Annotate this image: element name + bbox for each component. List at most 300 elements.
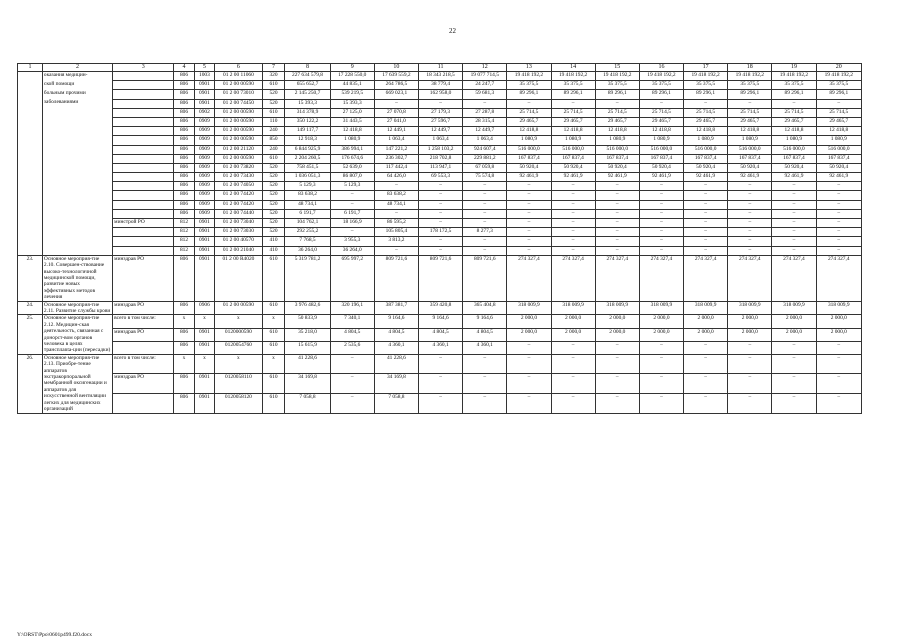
cell-c4: 812 — [174, 228, 194, 237]
cell-c6: 01 2 00 74420 — [215, 191, 263, 200]
cell-c13: – — [507, 200, 551, 209]
cell-c16: – — [639, 246, 683, 255]
column-number: 2 — [42, 64, 112, 72]
table-row — [18, 393, 862, 413]
cell-c12: 75 574,8 — [463, 173, 507, 182]
cell-c17: – — [684, 219, 728, 228]
cell-c16: – — [639, 341, 683, 354]
cell-c9: 27 125,0 — [330, 108, 374, 117]
cell-c9: 44 835,1 — [330, 81, 374, 90]
cell-c13: – — [507, 354, 551, 374]
cell-c9: 3 955,3 — [330, 237, 374, 246]
cell-c16: – — [639, 374, 683, 394]
cell-c3 — [113, 127, 174, 136]
cell-c19: – — [772, 354, 816, 374]
cell-c10: 147 221,2 — [374, 145, 418, 154]
cell-c12: – — [463, 99, 507, 108]
cell-c15: 25 714,5 — [595, 108, 639, 117]
cell-c8: 50 833,9 — [285, 315, 330, 328]
column-number: 8 — [285, 64, 330, 72]
cell-c4: x — [174, 354, 194, 374]
cell-c16: – — [639, 393, 683, 413]
cell-c18: 2 000,0 — [728, 328, 772, 341]
cell-c20: – — [816, 246, 861, 255]
cell-c12: 4 360,1 — [463, 341, 507, 354]
cell-c10: 86 595,2 — [374, 219, 418, 228]
column-number: 19 — [772, 64, 816, 72]
row-number: 24. — [18, 301, 43, 315]
cell-c12: – — [463, 246, 507, 255]
cell-c16: 1 080,9 — [639, 136, 683, 145]
cell-c11: – — [419, 237, 463, 246]
cell-c6: 01 2 00 73430 — [215, 173, 263, 182]
cell-c8: 149 117,7 — [285, 127, 330, 136]
cell-c17: 35 375,5 — [684, 81, 728, 90]
cell-c9: – — [330, 228, 374, 237]
cell-c6: x — [215, 354, 263, 374]
cell-c8: 314 378,9 — [285, 108, 330, 117]
cell-c10: 4 804,5 — [374, 328, 418, 341]
cell-c9: – — [330, 191, 374, 200]
cell-c12: – — [463, 237, 507, 246]
cell-c16: 516 000,0 — [639, 145, 683, 154]
cell-c19: – — [772, 182, 816, 191]
cell-c20: 92 461,9 — [816, 173, 861, 182]
cell-c10: 27 070,8 — [374, 108, 418, 117]
table-row — [18, 374, 862, 394]
cell-c3: минздрав РО — [113, 255, 174, 301]
cell-c4: 806 — [174, 200, 194, 209]
cell-c10: 387 381,7 — [374, 301, 418, 315]
cell-c10: 117 442,4 — [374, 163, 418, 172]
cell-c16: 19 418 192,2 — [639, 72, 683, 81]
cell-c7: 410 — [262, 237, 285, 246]
cell-c6: 0120058120 — [215, 393, 263, 413]
cell-c20: – — [816, 354, 861, 374]
cell-c19: 318 009,9 — [772, 301, 816, 315]
row-number — [18, 228, 43, 237]
measure-name — [42, 219, 112, 228]
measure-name — [42, 246, 112, 255]
row-number — [18, 237, 43, 246]
cell-c15: – — [595, 99, 639, 108]
cell-c20: – — [816, 219, 861, 228]
table-row — [18, 341, 862, 354]
cell-c9: 386 994,1 — [330, 145, 374, 154]
cell-c7: x — [262, 315, 285, 328]
cell-c10: 809 721,6 — [374, 255, 418, 301]
cell-c3 — [113, 163, 174, 172]
cell-c7: 240 — [262, 127, 285, 136]
cell-c17: 167 837,4 — [684, 154, 728, 163]
cell-c14: 167 837,4 — [551, 154, 595, 163]
cell-c10: 83 638,2 — [374, 191, 418, 200]
cell-c13: 2 000,0 — [507, 328, 551, 341]
cell-c17: – — [684, 209, 728, 218]
cell-c11: – — [419, 246, 463, 255]
cell-c4: x — [174, 315, 194, 328]
cell-c5: 0909 — [194, 117, 214, 126]
cell-c5: 0901 — [194, 393, 214, 413]
cell-c5: 0909 — [194, 163, 214, 172]
column-number: 15 — [595, 64, 639, 72]
cell-c9: 539 219,5 — [330, 90, 374, 99]
cell-c7: 610 — [262, 81, 285, 90]
cell-c19: – — [772, 374, 816, 394]
cell-c7: 850 — [262, 136, 285, 145]
cell-c10: 34 169,8 — [374, 374, 418, 394]
cell-c13: 1 080,9 — [507, 136, 551, 145]
cell-c4: 806 — [174, 81, 194, 90]
cell-c16: 25 714,5 — [639, 108, 683, 117]
cell-c18: 50 920,4 — [728, 163, 772, 172]
cell-c20: – — [816, 341, 861, 354]
cell-c20: – — [816, 237, 861, 246]
cell-c11: 809 721,6 — [419, 255, 463, 301]
row-number — [18, 209, 43, 218]
cell-c10: – — [374, 246, 418, 255]
cell-c8: 34 169,8 — [285, 374, 330, 394]
cell-c12: 229 881,2 — [463, 154, 507, 163]
cell-c20: – — [816, 393, 861, 413]
measure-name — [42, 127, 112, 136]
cell-c3 — [113, 182, 174, 191]
cell-c7: 520 — [262, 182, 285, 191]
cell-c7: 320 — [262, 72, 285, 81]
table-row — [18, 209, 862, 218]
cell-c9: 86 807,0 — [330, 173, 374, 182]
cell-c3 — [113, 246, 174, 255]
cell-c19: 274 327,4 — [772, 255, 816, 301]
table-row — [18, 154, 862, 163]
cell-c4: 806 — [174, 117, 194, 126]
cell-c7: 520 — [262, 209, 285, 218]
cell-c13: – — [507, 237, 551, 246]
cell-c5: 0901 — [194, 374, 214, 394]
cell-c16: – — [639, 354, 683, 374]
cell-c15: 12 418,8 — [595, 127, 639, 136]
cell-c6: 01 2 00 73040 — [215, 219, 263, 228]
cell-c8: 35 218,0 — [285, 328, 330, 341]
cell-c15: 2 000,0 — [595, 328, 639, 341]
column-number: 12 — [463, 64, 507, 72]
column-number: 10 — [374, 64, 418, 72]
cell-c11: 18 343 218,5 — [419, 72, 463, 81]
cell-c8: 6 191,7 — [285, 209, 330, 218]
cell-c17: 274 327,4 — [684, 255, 728, 301]
measure-name: заболеваниями — [42, 99, 112, 108]
cell-c11: – — [419, 99, 463, 108]
cell-c8: 104 762,1 — [285, 219, 330, 228]
cell-c4: 812 — [174, 246, 194, 255]
cell-c14: 2 000,0 — [551, 328, 595, 341]
cell-c5: 0909 — [194, 200, 214, 209]
cell-c14: 19 418 192,2 — [551, 72, 595, 81]
cell-c15: – — [595, 246, 639, 255]
cell-c5: 0909 — [194, 173, 214, 182]
cell-c16: 29 465,7 — [639, 117, 683, 126]
cell-c7: 520 — [262, 163, 285, 172]
cell-c20: 35 375,5 — [816, 81, 861, 90]
cell-c20: 318 009,9 — [816, 301, 861, 315]
cell-c5: 0909 — [194, 182, 214, 191]
cell-c3 — [113, 191, 174, 200]
cell-c13: 50 920,4 — [507, 163, 551, 172]
cell-c8: 15 393,3 — [285, 99, 330, 108]
cell-c5: 0901 — [194, 246, 214, 255]
column-number: 16 — [639, 64, 683, 72]
cell-c6: x — [215, 315, 263, 328]
cell-c11: 359 420,8 — [419, 301, 463, 315]
cell-c11: – — [419, 219, 463, 228]
cell-c6: 01 2 00 00590 — [215, 117, 263, 126]
cell-c6: 01 2 00 73030 — [215, 228, 263, 237]
cell-c19: 167 837,4 — [772, 154, 816, 163]
cell-c18: – — [728, 219, 772, 228]
cell-c7: 610 — [262, 341, 285, 354]
cell-c14: 274 327,4 — [551, 255, 595, 301]
cell-c20: – — [816, 200, 861, 209]
cell-c6: 01 2 00 74050 — [215, 182, 263, 191]
cell-c7: 520 — [262, 219, 285, 228]
measure-name: Основное мероприя-тие 2.12. Медицин-ская деятельность, связанная с донорст-вом органов человека в целях трансплanta-ции (пересадки) — [42, 315, 112, 354]
cell-c18: 318 009,9 — [728, 301, 772, 315]
cell-c13: – — [507, 99, 551, 108]
measure-name — [42, 209, 112, 218]
cell-c4: 806 — [174, 341, 194, 354]
cell-c9: – — [330, 200, 374, 209]
cell-c11: – — [419, 200, 463, 209]
row-number — [18, 191, 43, 200]
cell-c10: 17 639 559,2 — [374, 72, 418, 81]
cell-c15: – — [595, 393, 639, 413]
cell-c9: 7 340,1 — [330, 315, 374, 328]
cell-c13: 274 327,4 — [507, 255, 551, 301]
cell-c19: – — [772, 219, 816, 228]
cell-c14: 318 009,9 — [551, 301, 595, 315]
column-number: 9 — [330, 64, 374, 72]
cell-c14: 516 000,0 — [551, 145, 595, 154]
cell-c17: – — [684, 393, 728, 413]
row-number — [18, 219, 43, 228]
column-number: 20 — [816, 64, 861, 72]
cell-c7: 610 — [262, 108, 285, 117]
cell-c13: – — [507, 182, 551, 191]
cell-c15: 318 009,9 — [595, 301, 639, 315]
cell-c3: минздрав РО — [113, 301, 174, 315]
cell-c15: – — [595, 341, 639, 354]
cell-c5: 0901 — [194, 81, 214, 90]
table-row — [18, 191, 862, 200]
cell-c17: 318 009,9 — [684, 301, 728, 315]
cell-c5: 0901 — [194, 255, 214, 301]
cell-c17: 92 461,9 — [684, 173, 728, 182]
row-number — [18, 136, 43, 145]
cell-c10: 3 813,2 — [374, 237, 418, 246]
cell-c18: – — [728, 246, 772, 255]
cell-c8: 12 918,3 — [285, 136, 330, 145]
cell-c14: – — [551, 374, 595, 394]
cell-c3 — [113, 393, 174, 413]
cell-c3 — [113, 108, 174, 117]
cell-c8: 655 652,7 — [285, 81, 330, 90]
cell-c9: 320 196,1 — [330, 301, 374, 315]
cell-c5: 1003 — [194, 72, 214, 81]
cell-c13: 29 465,7 — [507, 117, 551, 126]
cell-c3 — [113, 136, 174, 145]
cell-c11: 178 172,5 — [419, 228, 463, 237]
cell-c6: 01 2 00 74450 — [215, 99, 263, 108]
cell-c6: 01 2 00 00590 — [215, 127, 263, 136]
cell-c11: 162 958,0 — [419, 90, 463, 99]
measure-name — [42, 136, 112, 145]
cell-c12: 19 077 714,5 — [463, 72, 507, 81]
cell-c8: 7 768,5 — [285, 237, 330, 246]
cell-c6: 01 2 00 73820 — [215, 163, 263, 172]
cell-c19: – — [772, 209, 816, 218]
cell-c6: 01 2 00 73010 — [215, 90, 263, 99]
cell-c19: 29 465,7 — [772, 117, 816, 126]
cell-c13: 89 296,1 — [507, 90, 551, 99]
cell-c20: – — [816, 182, 861, 191]
cell-c12: – — [463, 219, 507, 228]
cell-c13: 35 375,5 — [507, 81, 551, 90]
cell-c13: – — [507, 209, 551, 218]
cell-c12: – — [463, 182, 507, 191]
cell-c4: 806 — [174, 154, 194, 163]
cell-c5: 0909 — [194, 127, 214, 136]
cell-c15: – — [595, 209, 639, 218]
cell-c13: – — [507, 246, 551, 255]
cell-c17: – — [684, 200, 728, 209]
row-number — [18, 246, 43, 255]
column-number: 1 — [18, 64, 43, 72]
cell-c18: 1 080,9 — [728, 136, 772, 145]
cell-c16: 12 418,8 — [639, 127, 683, 136]
cell-c17: – — [684, 341, 728, 354]
cell-c9: 36 264,0 — [330, 246, 374, 255]
cell-c5: 0909 — [194, 145, 214, 154]
cell-c6: 01 2 00 00590 — [215, 154, 263, 163]
cell-c9: – — [330, 354, 374, 374]
cell-c4: 806 — [174, 90, 194, 99]
cell-c6: 01 2 00 74420 — [215, 200, 263, 209]
cell-c8: 83 638,2 — [285, 191, 330, 200]
cell-c19: 19 418 192,2 — [772, 72, 816, 81]
cell-c8: 227 634 579,8 — [285, 72, 330, 81]
row-number — [18, 117, 43, 126]
table-row — [18, 90, 862, 99]
cell-c20: 29 465,7 — [816, 117, 861, 126]
cell-c12: 924 607,4 — [463, 145, 507, 154]
cell-c8: 41 228,6 — [285, 354, 330, 374]
cell-c18: 516 000,0 — [728, 145, 772, 154]
cell-c7: x — [262, 354, 285, 374]
measure-name: Основное мероприя-тие 2.13. Приобре-тение аппаратов экстракорпоральной мембранной оксигенации и аппаратов для искусственной вентиляции легких для медицинских организаций — [42, 354, 112, 413]
cell-c8: 3 976 482,6 — [285, 301, 330, 315]
cell-c13: – — [507, 191, 551, 200]
cell-c16: 92 461,9 — [639, 173, 683, 182]
cell-c6: 01 2 00 40570 — [215, 237, 263, 246]
cell-c14: 89 296,1 — [551, 90, 595, 99]
cell-c10: 105 805,4 — [374, 228, 418, 237]
cell-c14: – — [551, 99, 595, 108]
row-number — [18, 163, 43, 172]
measure-name: Основное мероприя-тие 2.10. Совершен-ствование высоко-технологичной медицинской помощи, развитие новых эффективных методов лечения — [42, 255, 112, 301]
table-row — [18, 173, 862, 182]
cell-c18: – — [728, 191, 772, 200]
cell-c13: – — [507, 393, 551, 413]
cell-c16: – — [639, 191, 683, 200]
cell-c17: 2 000,0 — [684, 315, 728, 328]
cell-c3 — [113, 200, 174, 209]
cell-c19: 92 461,9 — [772, 173, 816, 182]
cell-c17: 89 296,1 — [684, 90, 728, 99]
table-row — [18, 182, 862, 191]
cell-c4: 806 — [174, 182, 194, 191]
cell-c18: 25 714,5 — [728, 108, 772, 117]
cell-c11: 4 804,5 — [419, 328, 463, 341]
cell-c12: – — [463, 393, 507, 413]
cell-c20: 12 418,8 — [816, 127, 861, 136]
cell-c14: 92 461,9 — [551, 173, 595, 182]
cell-c4: 806 — [174, 173, 194, 182]
cell-c7: 610 — [262, 393, 285, 413]
cell-c15: 167 837,4 — [595, 154, 639, 163]
cell-c15: 92 461,9 — [595, 173, 639, 182]
cell-c16: 318 009,9 — [639, 301, 683, 315]
cell-c16: 274 327,4 — [639, 255, 683, 301]
cell-c5: 0901 — [194, 99, 214, 108]
cell-c8: 292 255,2 — [285, 228, 330, 237]
cell-c9: 18 166,9 — [330, 219, 374, 228]
cell-c17: – — [684, 237, 728, 246]
cell-c7: 610 — [262, 255, 285, 301]
cell-c14: 29 465,7 — [551, 117, 595, 126]
cell-c4: 806 — [174, 328, 194, 341]
cell-c19: – — [772, 228, 816, 237]
cell-c3: минздрав РО — [113, 328, 174, 341]
cell-c20: 2 000,0 — [816, 328, 861, 341]
cell-c7: 610 — [262, 301, 285, 315]
cell-c5: 0909 — [194, 136, 214, 145]
cell-c6: 0120054760 — [215, 341, 263, 354]
cell-c14: – — [551, 354, 595, 374]
file-path: Y:\ORST\Ppo\0601p499.f20.docx — [17, 632, 92, 638]
cell-c3 — [113, 145, 174, 154]
table-row — [18, 255, 862, 301]
cell-c19: 1 080,9 — [772, 136, 816, 145]
cell-c16: – — [639, 200, 683, 209]
row-number — [18, 99, 43, 108]
table-row — [18, 72, 862, 81]
cell-c9: 12 418,8 — [330, 127, 374, 136]
cell-c9: 52 639,0 — [330, 163, 374, 172]
row-number — [18, 72, 43, 81]
cell-c15: 50 920,4 — [595, 163, 639, 172]
cell-c18: – — [728, 393, 772, 413]
cell-c13: 12 418,8 — [507, 127, 551, 136]
cell-c12: – — [463, 209, 507, 218]
cell-c19: – — [772, 200, 816, 209]
cell-c12: – — [463, 191, 507, 200]
cell-c9: 17 228 550,0 — [330, 72, 374, 81]
cell-c10: 669 023,1 — [374, 90, 418, 99]
cell-c4: 806 — [174, 301, 194, 315]
cell-c18: 167 837,4 — [728, 154, 772, 163]
cell-c14: – — [551, 200, 595, 209]
cell-c18: – — [728, 354, 772, 374]
